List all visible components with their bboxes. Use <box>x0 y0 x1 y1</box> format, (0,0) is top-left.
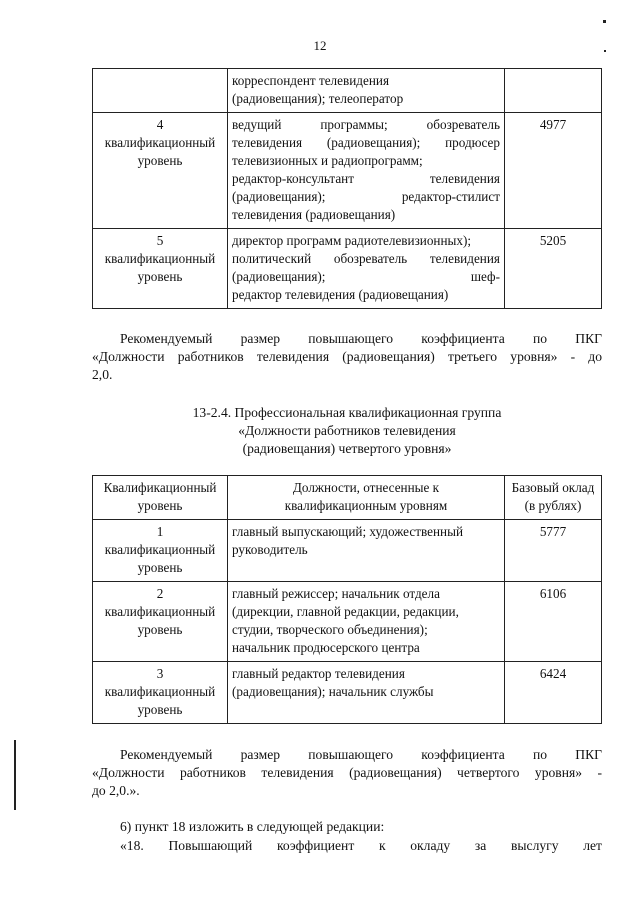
positions-line: телевидения (радиовещания); продюсер <box>232 135 500 150</box>
paragraph-text: Рекомендуемый размер повышающего коэффициента по ПКГ <box>120 747 602 762</box>
positions-line: студии, творческого объединения); <box>232 622 428 637</box>
positions-line: редактор телевидения (радиовещания) <box>232 287 449 302</box>
level-word: квалификационный <box>104 542 216 557</box>
positions-line: (радиовещания); редактор-стилист <box>232 189 500 204</box>
header-level <box>93 476 228 520</box>
paragraph-text: Рекомендуемый размер повышающего коэффициента по ПКГ <box>120 331 602 346</box>
salary-cell: 5777 <box>505 520 602 582</box>
positions-line: директор программ радиотелевизионных); <box>232 233 472 248</box>
paragraph-text: «18. Повышающий коэффициент к окладу за выслугу лет <box>120 838 602 853</box>
level-cell <box>93 662 228 724</box>
table-row <box>93 229 602 309</box>
paragraph-line: «Должности работников телевидения (радиовещания) третьего уровня» - до <box>92 349 602 364</box>
level-word: уровень <box>137 269 183 284</box>
paragraph-text: 6) пункт 18 изложить в следующей редакции: <box>120 819 385 834</box>
level-number: 4 <box>156 117 164 132</box>
level-word: уровень <box>137 153 183 168</box>
header-line: Квалификационный <box>103 480 217 495</box>
positions-cell <box>228 582 505 662</box>
header-line: Должности, отнесенные к <box>292 480 440 495</box>
level-cell <box>93 113 228 229</box>
positions-line: (радиовещания); телеоператор <box>232 91 404 106</box>
positions-line: ведущий программы; обозреватель <box>232 117 500 132</box>
level-word: уровень <box>137 622 183 637</box>
level-word: квалификационный <box>104 135 216 150</box>
salary-cell <box>505 69 602 113</box>
table-row <box>93 582 602 662</box>
recommendation-paragraph-1 <box>92 330 602 384</box>
section-heading <box>92 404 602 458</box>
level-number: 1 <box>156 524 164 539</box>
header-line: (в рублях) <box>524 498 582 513</box>
paragraph-line <box>92 330 602 348</box>
level-word: квалификационный <box>104 684 216 699</box>
positions-line: руководитель <box>232 542 308 557</box>
level-word: уровень <box>137 702 183 717</box>
scan-mark-top-right <box>603 20 606 23</box>
scan-mark-right <box>604 50 606 52</box>
positions-line: редактор-консультант телевидения <box>232 171 500 186</box>
positions-line: (радиовещания); шеф- <box>232 269 500 284</box>
table-row <box>93 69 602 113</box>
salary-cell: 4977 <box>505 113 602 229</box>
page-number: 12 <box>313 38 327 53</box>
heading-line: «Должности работников телевидения <box>238 423 456 438</box>
paragraph-line <box>92 746 602 764</box>
table-row <box>93 520 602 582</box>
salary-cell: 6424 <box>505 662 602 724</box>
level-word: квалификационный <box>104 251 216 266</box>
positions-line: корреспондент телевидения <box>232 73 390 88</box>
paragraph-line: «Должности работников телевидения (радиовещания) четвертого уровня» - <box>92 765 602 780</box>
heading-line: (радиовещания) четвертого уровня» <box>242 441 452 456</box>
table-row <box>93 662 602 724</box>
positions-cell <box>228 229 505 309</box>
paragraph-line: 2,0. <box>92 367 113 382</box>
table-bottom <box>92 475 602 724</box>
level-cell <box>93 229 228 309</box>
salary-cell: 5205 <box>505 229 602 309</box>
level-cell <box>93 520 228 582</box>
heading-line: 13-2.4. Профессиональная квалификационная группа <box>192 405 502 420</box>
recommendation-paragraph-2 <box>92 746 602 800</box>
level-number: 3 <box>156 666 164 681</box>
positions-line: телевизионных и радиопрограмм; <box>232 153 423 168</box>
positions-line: главный режиссер; начальник отдела <box>232 586 440 601</box>
paragraph-line <box>92 818 602 836</box>
paragraph-line <box>92 837 602 855</box>
salary-cell: 6106 <box>505 582 602 662</box>
positions-line: телевидения (радиовещания) <box>232 207 396 222</box>
paragraph-line: до 2,0.». <box>92 783 140 798</box>
positions-line: начальник продюсерского центра <box>232 640 420 655</box>
positions-cell <box>228 113 505 229</box>
table-row <box>93 113 602 229</box>
table-header-row <box>93 476 602 520</box>
positions-line: политический обозреватель телевидения <box>232 251 500 266</box>
positions-cell <box>228 69 505 113</box>
level-word: квалификационный <box>104 604 216 619</box>
level-number: 2 <box>156 586 164 601</box>
positions-line: главный выпускающий; художественный <box>232 524 464 539</box>
amendment-paragraph <box>92 818 602 836</box>
positions-line: (радиовещания); начальник службы <box>232 684 434 699</box>
positions-cell <box>228 662 505 724</box>
header-positions <box>228 476 505 520</box>
scan-mark-left-edge <box>14 740 16 810</box>
positions-line: (дирекции, главной редакции, редакции, <box>232 604 459 619</box>
level-word: уровень <box>137 560 183 575</box>
header-line: Базовый оклад <box>511 480 595 495</box>
positions-line: главный редактор телевидения <box>232 666 405 681</box>
clause-18-paragraph <box>92 837 602 855</box>
level-cell <box>93 582 228 662</box>
level-cell <box>93 69 228 113</box>
header-line: квалификационным уровням <box>284 498 448 513</box>
header-salary <box>505 476 602 520</box>
header-line: уровень <box>137 498 183 513</box>
table-top <box>92 68 602 309</box>
level-number: 5 <box>156 233 164 248</box>
positions-cell <box>228 520 505 582</box>
